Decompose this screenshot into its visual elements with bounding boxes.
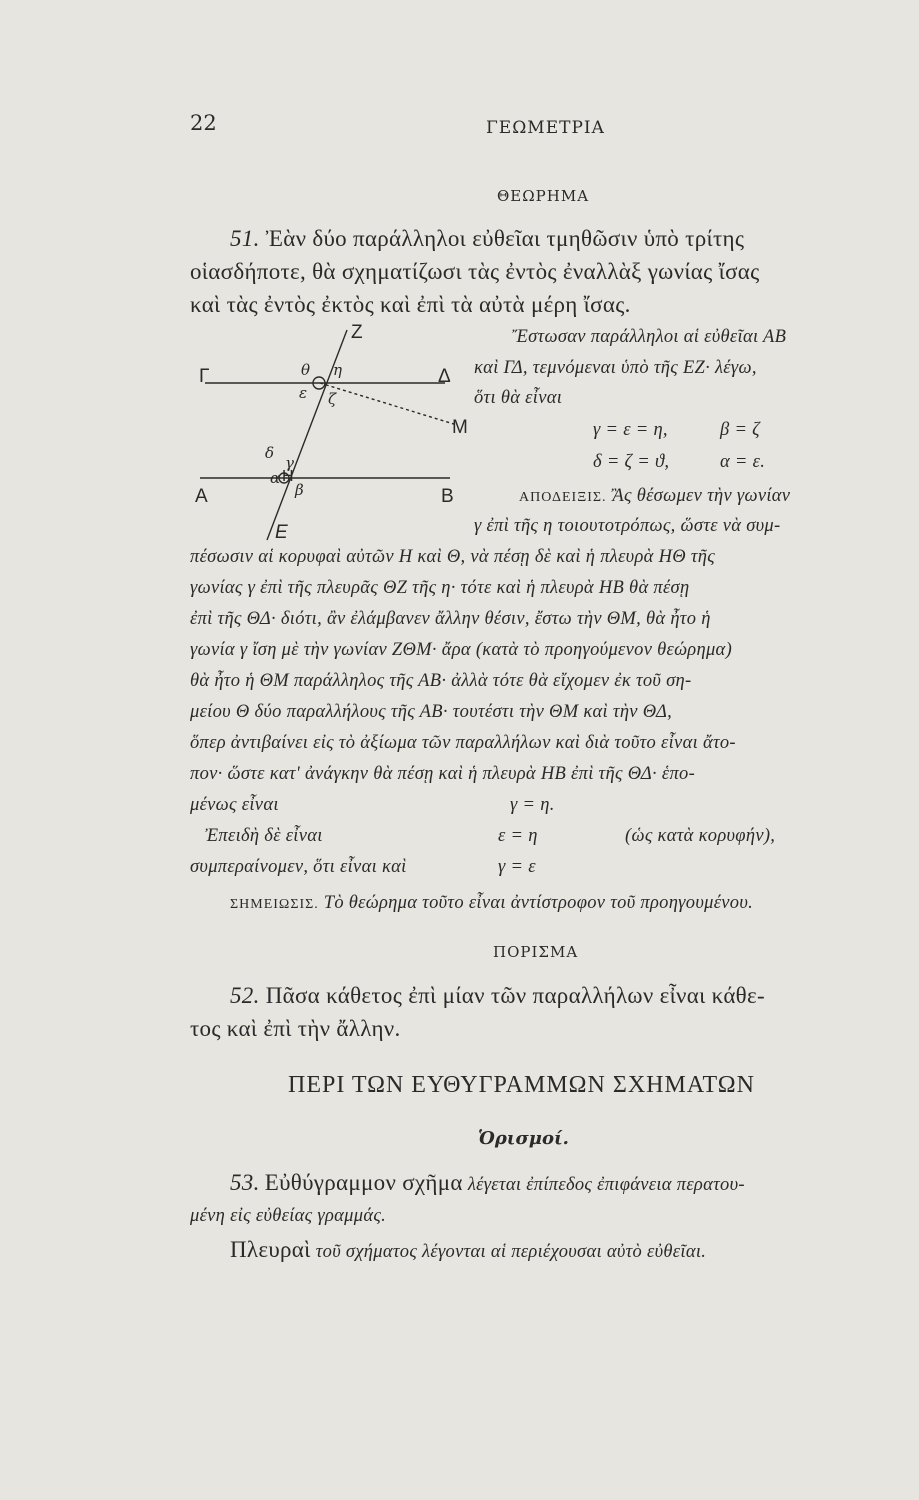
theorem-line-3: καὶ τὰς ἐντὸς ἐκτὸς καὶ ἐπὶ τὰ αὐτὰ μέρη ἴσας.	[190, 292, 631, 317]
label-z: Z	[351, 322, 363, 343]
label-b: B	[441, 486, 454, 507]
proof-label: ΑΠΟΔΕΙΞΙΣ.	[519, 490, 607, 505]
proof-second-line: γ ἐπὶ τῆς η τοιουτοτρόπως, ὥστε νὰ συμ-	[474, 516, 781, 536]
label-alpha: α	[270, 469, 281, 487]
page-number: 22	[190, 111, 217, 135]
proof-line-3: ἐπὶ τῆς ΘΔ· διότι, ἂν ἐλάμβανεν ἄλλην θέσιν, ἔστω τὴν ΘΜ, θὰ ἦτο ἡ	[190, 609, 711, 629]
label-delta: δ	[265, 444, 275, 462]
corollary-line-1: 52. Πᾶσα κάθετος ἐπὶ μίαν τῶν παραλλήλων εἶναι κάθε-	[230, 983, 765, 1008]
eq-2a: δ = ζ = ϑ,	[593, 452, 670, 472]
proof-first-line: ΑΠΟΔΕΙΞΙΣ. Ἂς θέσωμεν τὴν γωνίαν	[519, 486, 791, 506]
label-beta: β	[295, 481, 304, 499]
proof-line-4: γωνία γ ἴση μὲ τὴν γωνίαν ΖΘΜ· ἄρα (κατὰ τὸ προηγούμενον θεώρημα)	[190, 640, 733, 660]
conclusion-2-eq: ε = η	[498, 826, 538, 846]
setup-line-3: ὅτι θὰ εἶναι	[474, 388, 563, 408]
conclusion-1-text: μένως εἶναι	[190, 795, 279, 815]
label-theta: θ	[301, 361, 311, 379]
setup-line-2: καὶ ΓΔ, τεμνόμεναι ὑπὸ τῆς ΕΖ· λέγω,	[474, 358, 757, 378]
label-epsilon: ε	[299, 384, 308, 402]
label-gamma: γ	[285, 454, 294, 472]
remark: ΣΗΜΕΙΩΣΙΣ. Τὸ θεώρημα τοῦτο εἶναι ἀντίστροφον τοῦ προηγουμένου.	[230, 893, 754, 913]
label-eta: η	[333, 361, 342, 379]
line-thm	[320, 383, 457, 425]
proof-line-5: θὰ ἦτο ἡ ΘΜ παράλληλος τῆς ΑΒ· ἀλλὰ τότε θὰ εἴχομεν ἐκ τοῦ ση-	[190, 671, 692, 691]
setup-line-1: Ἔστωσαν παράλληλοι αἱ εὐθεῖαι ΑΒ	[512, 327, 787, 347]
corollary-line-2: τος καὶ ἐπὶ τὴν ἄλλην.	[190, 1016, 401, 1041]
label-zeta: ζ	[328, 390, 337, 408]
label-d: Δ	[438, 366, 451, 387]
conclusion-3-text: συμπεραίνομεν, ὅτι εἶναι καὶ	[190, 857, 407, 877]
section-title: ΠΕΡΙ ΤΩΝ ΕΥΘΥΓΡΑΜΜΩΝ ΣΧΗΜΑΤΩΝ	[288, 1072, 755, 1098]
geometry-figure	[195, 318, 475, 548]
definition-line-2: μένη εἰς εὐθείας γραμμάς.	[190, 1206, 387, 1226]
conclusion-3-eq: γ = ε	[498, 857, 536, 877]
section-subtitle: Ὁρισμοί.	[478, 1128, 569, 1149]
label-g: Γ	[199, 366, 210, 387]
eq-2b: α = ε.	[720, 452, 766, 472]
theorem-line-1: 51. Ἐὰν δύο παράλληλοι εὐθεῖαι τμηθῶσιν ὑπὸ τρίτης	[230, 226, 745, 251]
remark-label: ΣΗΜΕΙΩΣΙΣ.	[230, 897, 319, 912]
definition-line-3: Πλευραὶ τοῦ σχήματος λέγονται αἱ περιέχουσαι αὐτὸ εὐθεῖαι.	[230, 1237, 707, 1262]
proof-line-8: πον· ὥστε κατ' ἀνάγκην θὰ πέσῃ καὶ ἡ πλευρὰ ΗΒ ἐπὶ τῆς ΘΔ· ἑπο-	[190, 764, 696, 784]
proof-line-1: πέσωσιν αἱ κορυφαὶ αὐτῶν Η καὶ Θ, νὰ πέσῃ δὲ καὶ ἡ πλευρὰ ΗΘ τῆς	[190, 547, 716, 567]
corollary-heading: ΠΟΡΙΣΜΑ	[493, 943, 579, 961]
corollary-number: 52.	[230, 983, 260, 1008]
conclusion-1-eq: γ = η.	[510, 795, 555, 815]
conclusion-2-text: Ἐπειδὴ δὲ εἶναι	[205, 826, 323, 846]
running-title: ΓΕΩΜΕΤΡΙΑ	[486, 118, 605, 138]
definition-line-1: 53. Εὐθύγραμμον σχῆμα λέγεται ἐπίπεδος ἐπιφάνεια περατου-	[230, 1170, 745, 1195]
proof-line-6: μείου Θ δύο παραλλήλους τῆς ΑΒ· τουτέστι τὴν ΘΜ καὶ τὴν ΘΔ,	[190, 702, 673, 722]
eq-1b: β = ζ	[720, 420, 760, 440]
eq-1a: γ = ε = η,	[593, 420, 668, 440]
conclusion-2-note: (ὡς κατὰ κορυφήν),	[625, 826, 776, 846]
theorem-heading: ΘΕΩΡΗΜΑ	[497, 187, 590, 205]
proof-line-7: ὅπερ ἀντιβαίνει εἰς τὸ ἀξίωμα τῶν παραλλήλων καὶ διὰ τοῦτο εἶναι ἄτο-	[190, 733, 736, 753]
theorem-line-2: οἱασδήποτε, θὰ σχηματίζωσι τὰς ἐντὸς ἐναλλὰξ γωνίας ἴσας	[190, 259, 760, 284]
label-a: A	[195, 486, 208, 507]
label-e: E	[275, 522, 288, 543]
label-m: M	[452, 417, 468, 438]
definition-number: 53.	[230, 1170, 260, 1195]
label-h: H	[282, 468, 294, 485]
theorem-number: 51.	[230, 226, 260, 251]
proof-line-2: γωνίας γ ἐπὶ τῆς πλευρᾶς ΘΖ τῆς η· τότε καὶ ἡ πλευρὰ ΗΒ θὰ πέσῃ	[190, 578, 690, 598]
